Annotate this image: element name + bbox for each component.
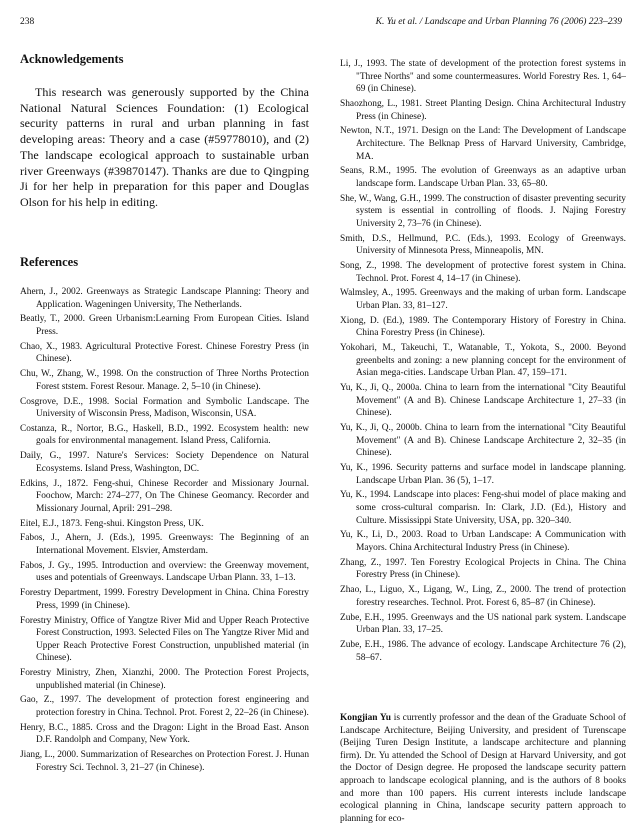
reference-entry: Yu, K., 1996. Security patterns and surface model in landscape planning. Landscape Urban Plan. 36 (5), 1–17. xyxy=(340,463,626,486)
reference-entry: Forestry Department, 1999. Forestry Development in China. China Forestry Press, 1999 (in Chinese). xyxy=(20,588,309,611)
reference-entry: Yokohari, M., Takeuchi, T., Watanable, T., Yokota, S., 2000. Beyond greenbelts and zoning: a new planning concept for the environment of Asian mega-cities. Landscape Urban Plan. 47, 159–171. xyxy=(340,343,626,379)
reference-entry: Yu, K., Li, D., 2003. Road to Urban Landscape: A Communication with Mayors. China Architectural Industry Press (in Chinese). xyxy=(340,530,626,553)
reference-entry: Walmsley, A., 1995. Greenways and the making of urban form. Landscape Urban Plan. 33, 81–127. xyxy=(340,288,626,311)
reference-entry: Forestry Ministry, Zhen, Xianzhi, 2000. The Protection Forest Projects, unpublished material (in Chinese). xyxy=(20,668,309,691)
reference-entry: Eitel, E.J., 1873. Feng-shui. Kingston Press, UK. xyxy=(20,518,204,529)
author-bio xyxy=(340,712,626,825)
reference-entry: Li, J., 1993. The state of development of the protection forest systems in "Three Norths" and some countermeasures. World Forestry Res. 1, 64–69 (in Chinese). xyxy=(340,59,626,95)
references-list-left xyxy=(20,286,309,777)
author-bio-text: is currently professor and the dean of the Graduate School of Landscape Architecture, Beijing University, and president of Turenscape (Beijing Turen Design Institute, a landscape architecture and planning firm). Dr. Yu attended the School of Design at Harvard University, and got the Doctor of Design degree. He proposed the landscape security pattern approach to landscape ecological planning, and is the authors of 8 books and more than 100 papers. His current interests include landscape ecological planning in China, landscape security pattern approach to planning for eco- xyxy=(340,713,626,824)
reference-entry: Forestry Ministry, Office of Yangtze River Mid and Upper Reach Protective Forest Construction, 1993. Selected Files on The Yangtze River Mid and Upper Reach Protective Forest Construction, unpublished material (in Chinese). xyxy=(20,615,309,664)
reference-entry: Daily, G., 1997. Nature's Services: Society Dependence on Natural Ecosystems. Island Press, Washington, DC. xyxy=(20,451,309,474)
acknowledgements-text: This research was generously supported by the China National Natural Sciences Foundation: (1) Ecological security patterns in rural and urban planning in fast developing areas: Theory and a case (#59778010), and (2) The landscape ecological approach to sustainable urban river Greenways (#39870147). Thanks are due to Qingping Ji for her help in preparation for this paper and Douglas Olson for his help in editing. xyxy=(20,85,309,209)
running-title: K. Yu et al. / Landscape and Urban Planning 76 (2006) 223–239 xyxy=(375,17,622,27)
page-number: 238 xyxy=(20,17,35,27)
reference-entry: Newton, N.T., 1971. Design on the Land: The Development of Landscape Architecture. The Belknap Press of Harvard University, Cambridge, MA. xyxy=(340,126,626,162)
reference-entry: Yu, K., Ji, Q., 2000a. China to learn from the international "City Beautiful Movement" (A and B). Chinese Landscape Architecture 1, 27–33 (in Chinese). xyxy=(340,383,626,419)
reference-entry: Smith, D.S., Hellmund, P.C. (Eds.), 1993. Ecology of Greenways. University of Minnesota Press, Minneapolis, MN. xyxy=(340,233,626,257)
running-header xyxy=(20,17,622,31)
reference-entry: Shaozhong, L., 1981. Street Planting Design. China Architectural Industry Press (in Chinese). xyxy=(340,98,626,122)
references-list-right xyxy=(340,58,626,666)
reference-entry: Seans, R.M., 1995. The evolution of Greenways as an adaptive urban landscape form. Landscape Urban Plan. 33, 65–80. xyxy=(340,166,626,189)
reference-entry: Ahern, J., 2002. Greenways as Strategic Landscape Planning: Theory and Application. Wageningen University, The Netherlands. xyxy=(20,287,309,310)
reference-entry: Zhao, L., Liguo, X., Ligang, W., Ling, Z., 2000. The trend of protection forestry researches. Technol. Prot. Forest 6, 85–87 (in Chinese). xyxy=(340,585,626,608)
author-name: Kongjian Yu xyxy=(340,713,391,723)
reference-entry: Costanza, R., Nortor, B.G., Haskell, B.D., 1992. Ecosystem health: new goals for environmental management. Island Press, California. xyxy=(20,423,309,447)
reference-entry: Yu, K., Ji, Q., 2000b. China to learn from the international "City Beautiful Movement" (A and B). Chinese Landscape Architecture 2, 32–35 (in Chinese). xyxy=(340,423,626,459)
reference-entry: Yu, K., 1994. Landscape into places: Feng-shui model of place making and some cross-cultural comparisn. In: Clark, J.D. (Ed.), History and Culture. Mississippi State University, USA, pp. 320–340. xyxy=(340,490,626,526)
reference-entry: Zhang, Z., 1997. Ten Forestry Ecological Projects in China. The China Forestry Press (in Chinese). xyxy=(340,557,626,581)
reference-entry: Song, Z., 1998. The development of protective forest system in China. Technol. Prot. Forest 4, 14–17 (in Chinese). xyxy=(340,261,626,284)
references-heading: References xyxy=(20,255,79,269)
reference-entry: She, W., Wang, G.H., 1999. The construction of disaster preventing security system is essential in controlling of floods. J. Najing Forestry University 2, 73–76 (in Chinese). xyxy=(340,193,626,229)
reference-entry: Chu, W., Zhang, W., 1998. On the construction of Three Norths Protection Forest ststem. Forest Resour. Manage. 2, 5–10 (in Chinese). xyxy=(20,369,309,392)
reference-entry: Zube, E.H., 1986. The advance of ecology. Landscape Architecture 76 (2), 58–67. xyxy=(340,639,626,663)
reference-entry: Gao, Z., 1997. The development of protection forest engineering and protection forestry in China. Technol. Prot. Forest 2, 22–26 (in Chinese). xyxy=(20,695,309,719)
reference-entry: Zube, E.H., 1995. Greenways and the US national park system. Landscape Urban Plan. 33, 17–25. xyxy=(340,612,626,636)
reference-entry: Beatly, T., 2000. Green Urbanism:Learning From European Cities. Island Press. xyxy=(20,314,309,337)
reference-entry: Jiang, L., 2000. Summarization of Researches on Protection Forest. J. Hunan Forestry Sci. Technol. 3, 21–27 (in Chinese). xyxy=(20,750,310,773)
reference-entry: Henry, B.C., 1885. Cross and the Dragon: Light in the Broad East. Anson D.F. Randolph and Company, New York. xyxy=(20,722,309,746)
reference-entry: Edkins, J., 1872. Feng-shui, Chinese Recorder and Missionary Journal. Foochow, March: 274–277, On The Chinese Geomancy. Recorder and Missionary Journal, April: 291–298. xyxy=(20,478,309,514)
reference-entry: Chao, X., 1983. Agricultural Protective Forest. Chinese Forestry Press (in Chinese). xyxy=(20,341,309,365)
acknowledgements-heading: Acknowledgements xyxy=(20,52,124,66)
reference-entry: Xiong, D. (Ed.), 1989. The Contemporary History of Forestry in China. China Forestry Press (in Chinese). xyxy=(340,315,626,339)
reference-entry: Cosgrove, D.E., 1998. Social Formation and Symbolic Landscape. The University of Wisconsin Press, Madison, Wisconsin, USA. xyxy=(20,396,309,420)
reference-entry: Fabos, J., Ahern, J. (Eds.), 1995. Greenways: The Beginning of an International Movement. Elsvier, Amsterdam. xyxy=(20,533,309,556)
reference-entry: Fabos, J. Gy., 1995. Introduction and overview: the Greenway movement, uses and potentials of Greenways. Landscape Urban Plann. 33, 1–13. xyxy=(20,560,309,584)
